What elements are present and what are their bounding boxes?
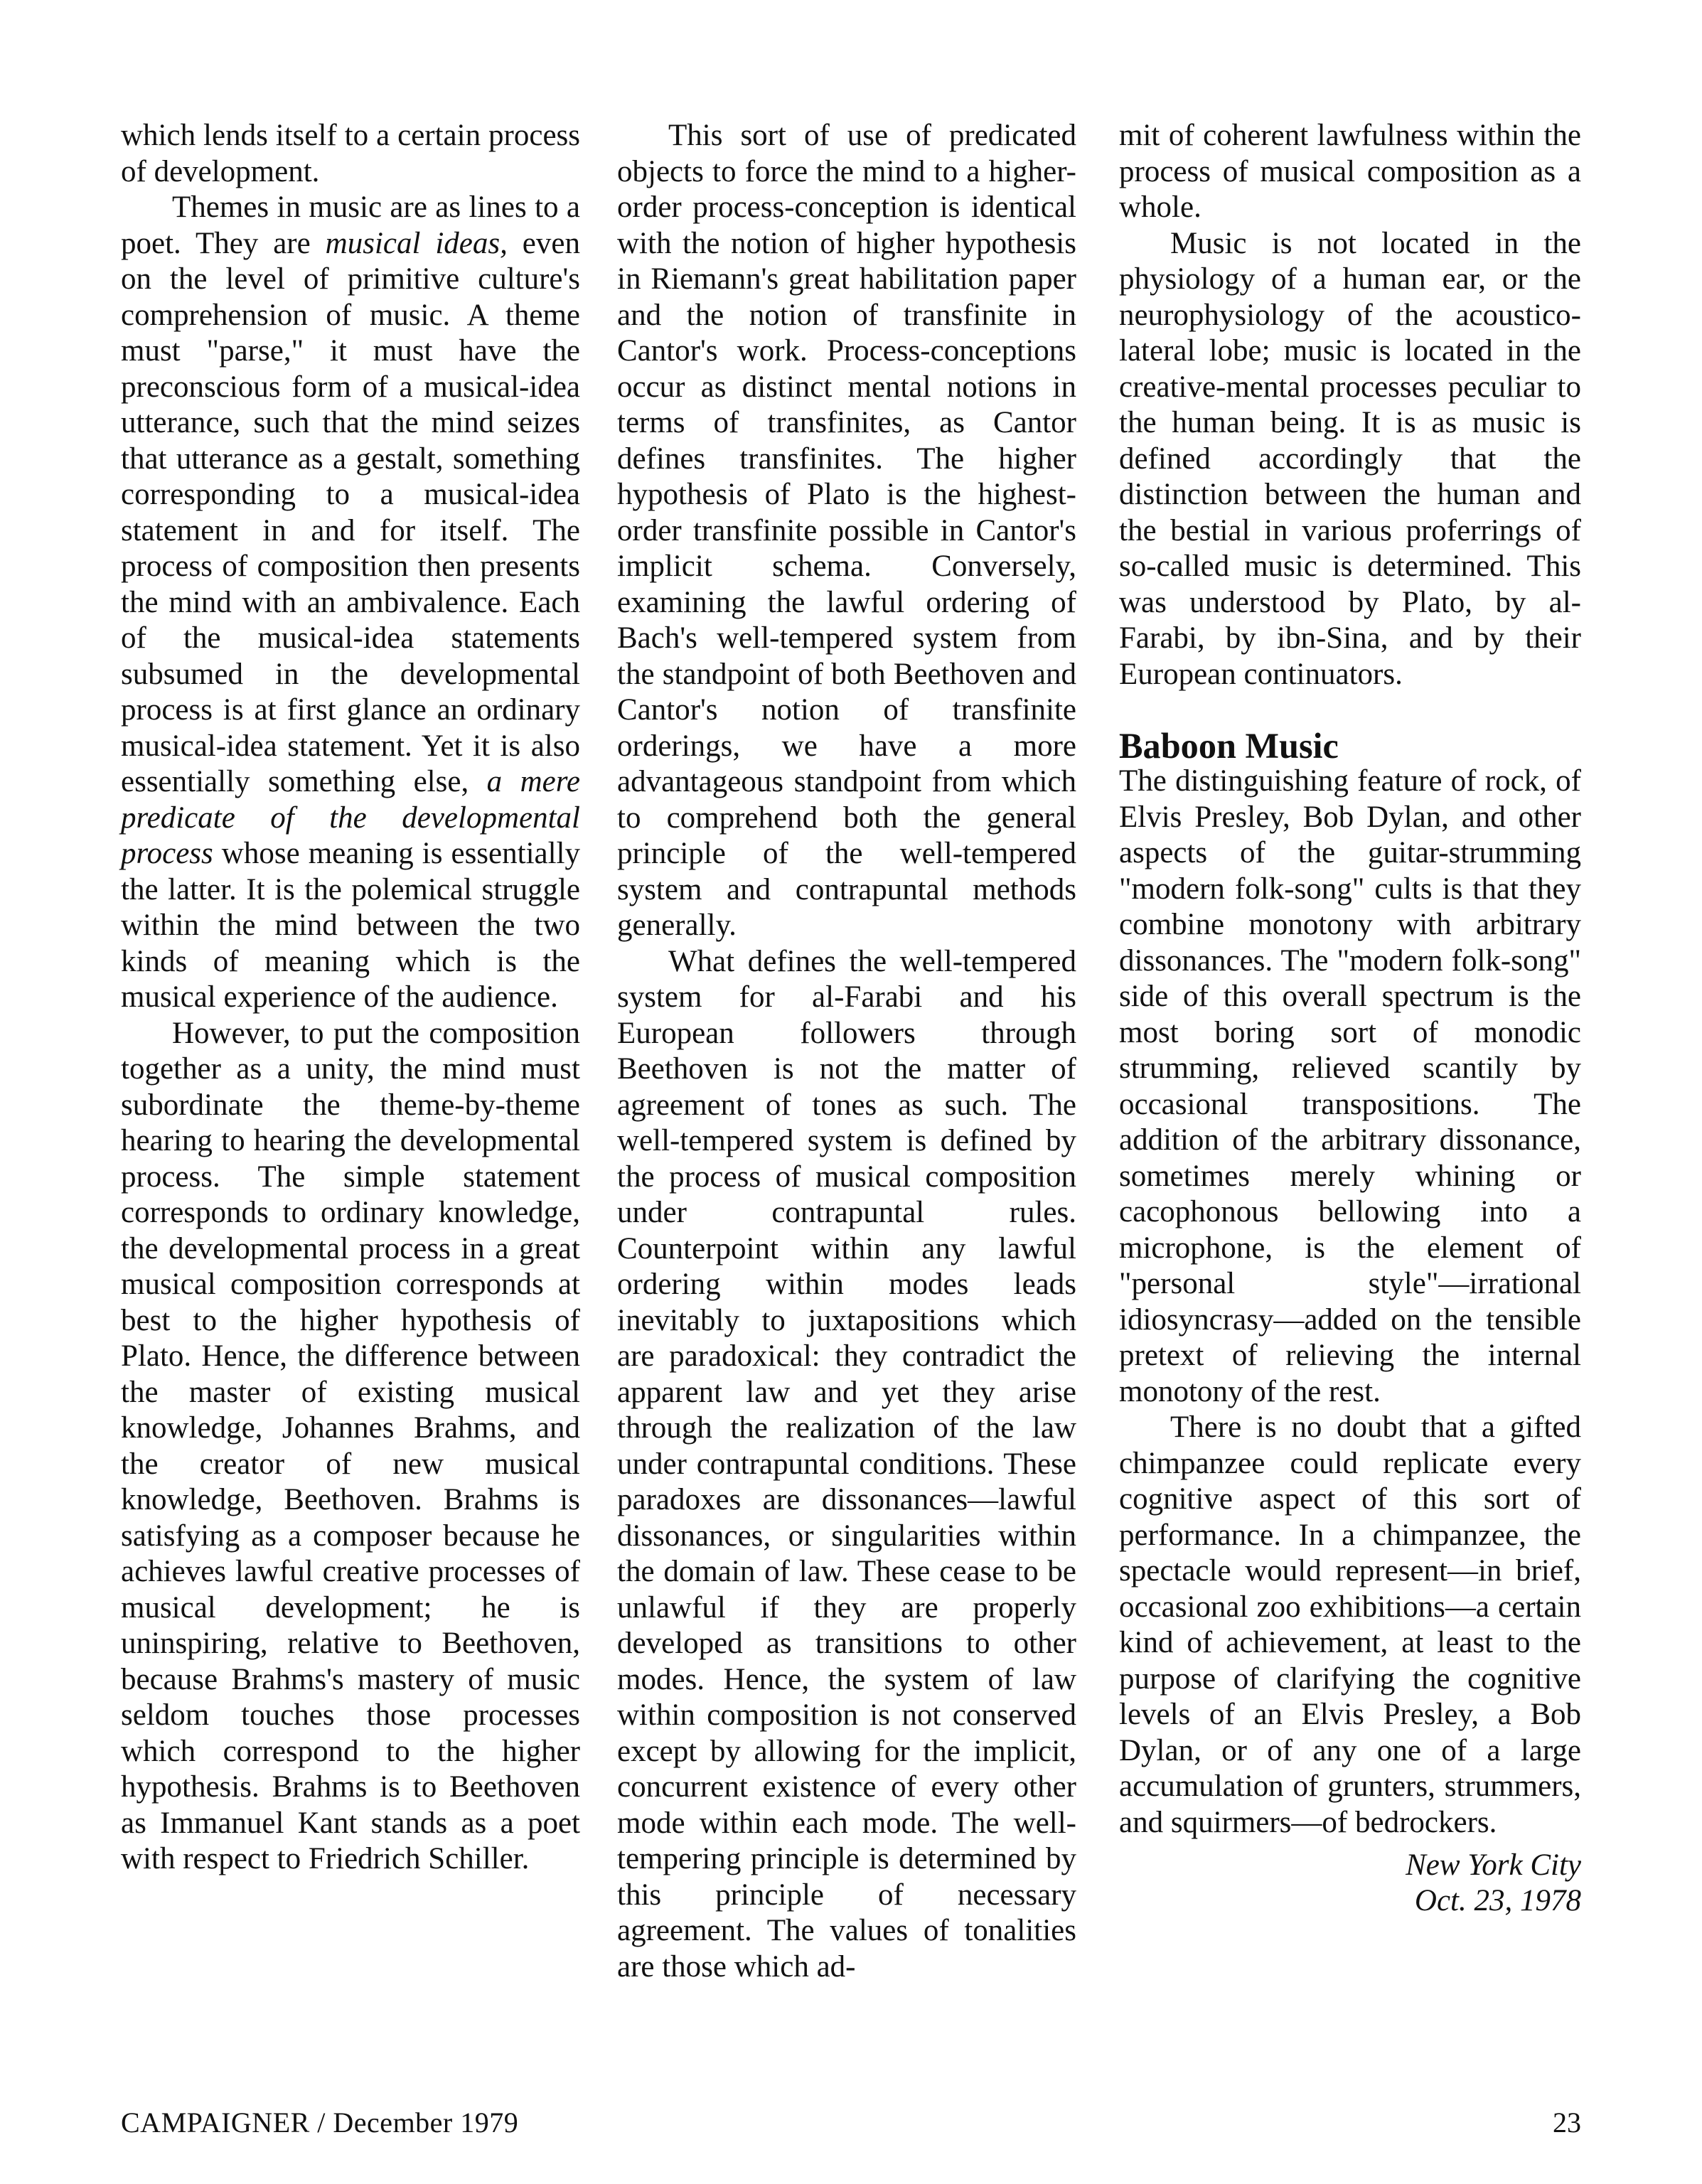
page-number: 23 — [1553, 2107, 1581, 2138]
text-run: even on the level of primitive culture's comprehension of music. A theme must "parse," it must have the preconscious form of a musical-idea utterance, such that the mind seizes that utterance as a gestalt, something corresponding to a musical-idea statement in and for itself. The process of composition then presents the mind with an ambivalence. Each of the musical-idea statements subsumed in the developmental process is at first glance an ordinary musical-idea statement. Yet it is also essentially something else, — [121, 226, 580, 798]
section-heading: Baboon Music — [1119, 726, 1339, 766]
emphasis-text: a mere predicate of the developmental process — [121, 765, 580, 870]
paragraph: which lends itself to a certain process of development. — [121, 119, 580, 188]
text-column-2 — [617, 118, 1076, 1985]
paragraph: What defines the well-tempered system for al-Farabi and his European followers through Beethoven is not the matter of agreement of tones as such. The well-tempered system is defined by the process of musical composition under contrapuntal rules. Counterpoint within any lawful ordering within modes leads inevitably to juxtapositions which are paradoxical: they contradict the apparent law and yet they arise through the realization of the law under contrapuntal conditions. These paradoxes are dissonances—lawful dissonances, or singularities within the domain of law. These cease to be unlawful if they are properly developed as transitions to other modes. Hence, the system of law within composition is not conserved except by allowing for the implicit, concurrent existence of every other mode within each mode. The well-tempering principle is determined by this principle of necessary agreement. The values of tonalities are those which ad- — [617, 944, 1076, 1984]
text-column-3 — [1119, 118, 1581, 1919]
signoff-place: New York City — [1406, 1848, 1581, 1882]
text-run: Themes in music are as lines to a poet. They are — [121, 191, 580, 260]
signoff-date: Oct. 23, 1978 — [1414, 1884, 1581, 1917]
paragraph: There is no doubt that a gifted chimpanzee could replicate every cognitive aspect of this sort of performance. In a chimpanzee, the spectacle would represent—in brief, occasional zoo exhibitions—a certain kind of achievement, at least to the purpose of clarifying the cognitive levels of an Elvis Presley, a Bob Dylan, or of any one of a large accumulation of grunters, strummers, and squirmers—of bedrockers. — [1119, 1410, 1581, 1839]
text-column-1 — [121, 118, 580, 1878]
paragraph: This sort of use of predicated objects to force the mind to a higher-order process-conception is identical with the notion of higher hypothesis in Riemann's great habilitation paper and the notion of transfinite in Cantor's work. Process-conceptions occur as distinct mental notions in terms of transfinites, as Cantor defines transfinites. The higher hypothesis of Plato is the highest-order transfinite possible in Cantor's implicit schema. Conversely, examining the lawful ordering of Bach's well-tempered system from the standpoint of both Beethoven and Cantor's notion of transfinite orderings, we have a more advantageous standpoint from which to comprehend both the general principle of the well-tempered system and contrapuntal methods generally. — [617, 119, 1076, 942]
paragraph: The distinguishing feature of rock, of Elvis Presley, Bob Dylan, and other aspects of the guitar-strumming "modern folk-song" cults is that they combine monotony with arbitrary dissonances. The "modern folk-song" side of this overall spectrum is the most boring sort of monodic strumming, relieved scantily by occasional transpositions. The addition of the arbitrary dissonance, sometimes merely whining or cacophonous bellowing into a microphone, is the element of "personal style"—irrational idiosyncrasy—added on the tensible pretext of relieving the internal monotony of the rest. — [1119, 764, 1581, 1408]
emphasis-text: musical ideas, — [325, 226, 508, 260]
signoff — [1119, 1848, 1581, 1919]
paragraph — [121, 190, 580, 1016]
paragraph: mit of coherent lawfulness within the process of musical composition as a whole. — [1119, 119, 1581, 224]
publication-footer: CAMPAIGNER / December 1979 — [121, 2107, 519, 2138]
paragraph: However, to put the composition together as a unity, the mind must subordinate the theme-by-theme hearing to hearing the developmental process. The simple statement corresponds to ordinary knowledge, the developmental process in a great musical composition corresponds at best to the higher hypothesis of Plato. Hence, the difference between the master of existing musical knowledge, Johannes Brahms, and the creator of new musical knowledge, Beethoven. Brahms is satisfying as a composer because he achieves lawful creative processes of musical development; he is uninspiring, relative to Beethoven, because Brahms's mastery of music seldom touches those processes which correspond to the higher hypothesis. Brahms is to Beethoven as Immanuel Kant stands as a poet with respect to Friedrich Schiller. — [121, 1016, 580, 1875]
paragraph: Music is not located in the physiology of a human ear, or the neurophysiology of the acoustico-lateral lobe; music is located in the creative-mental processes peculiar to the human being. It is as music is defined accordingly that the distinction between the human and the bestial in various proferrings of so-called music is determined. This was understood by Plato, by al-Farabi, by ibn-Sina, and by their European continuators. — [1119, 226, 1581, 691]
text-run: whose meaning is essentially the latter. It is the polemical struggle within the mind between the two kinds of meaning which is the musical experience of the audience. — [121, 837, 580, 1014]
